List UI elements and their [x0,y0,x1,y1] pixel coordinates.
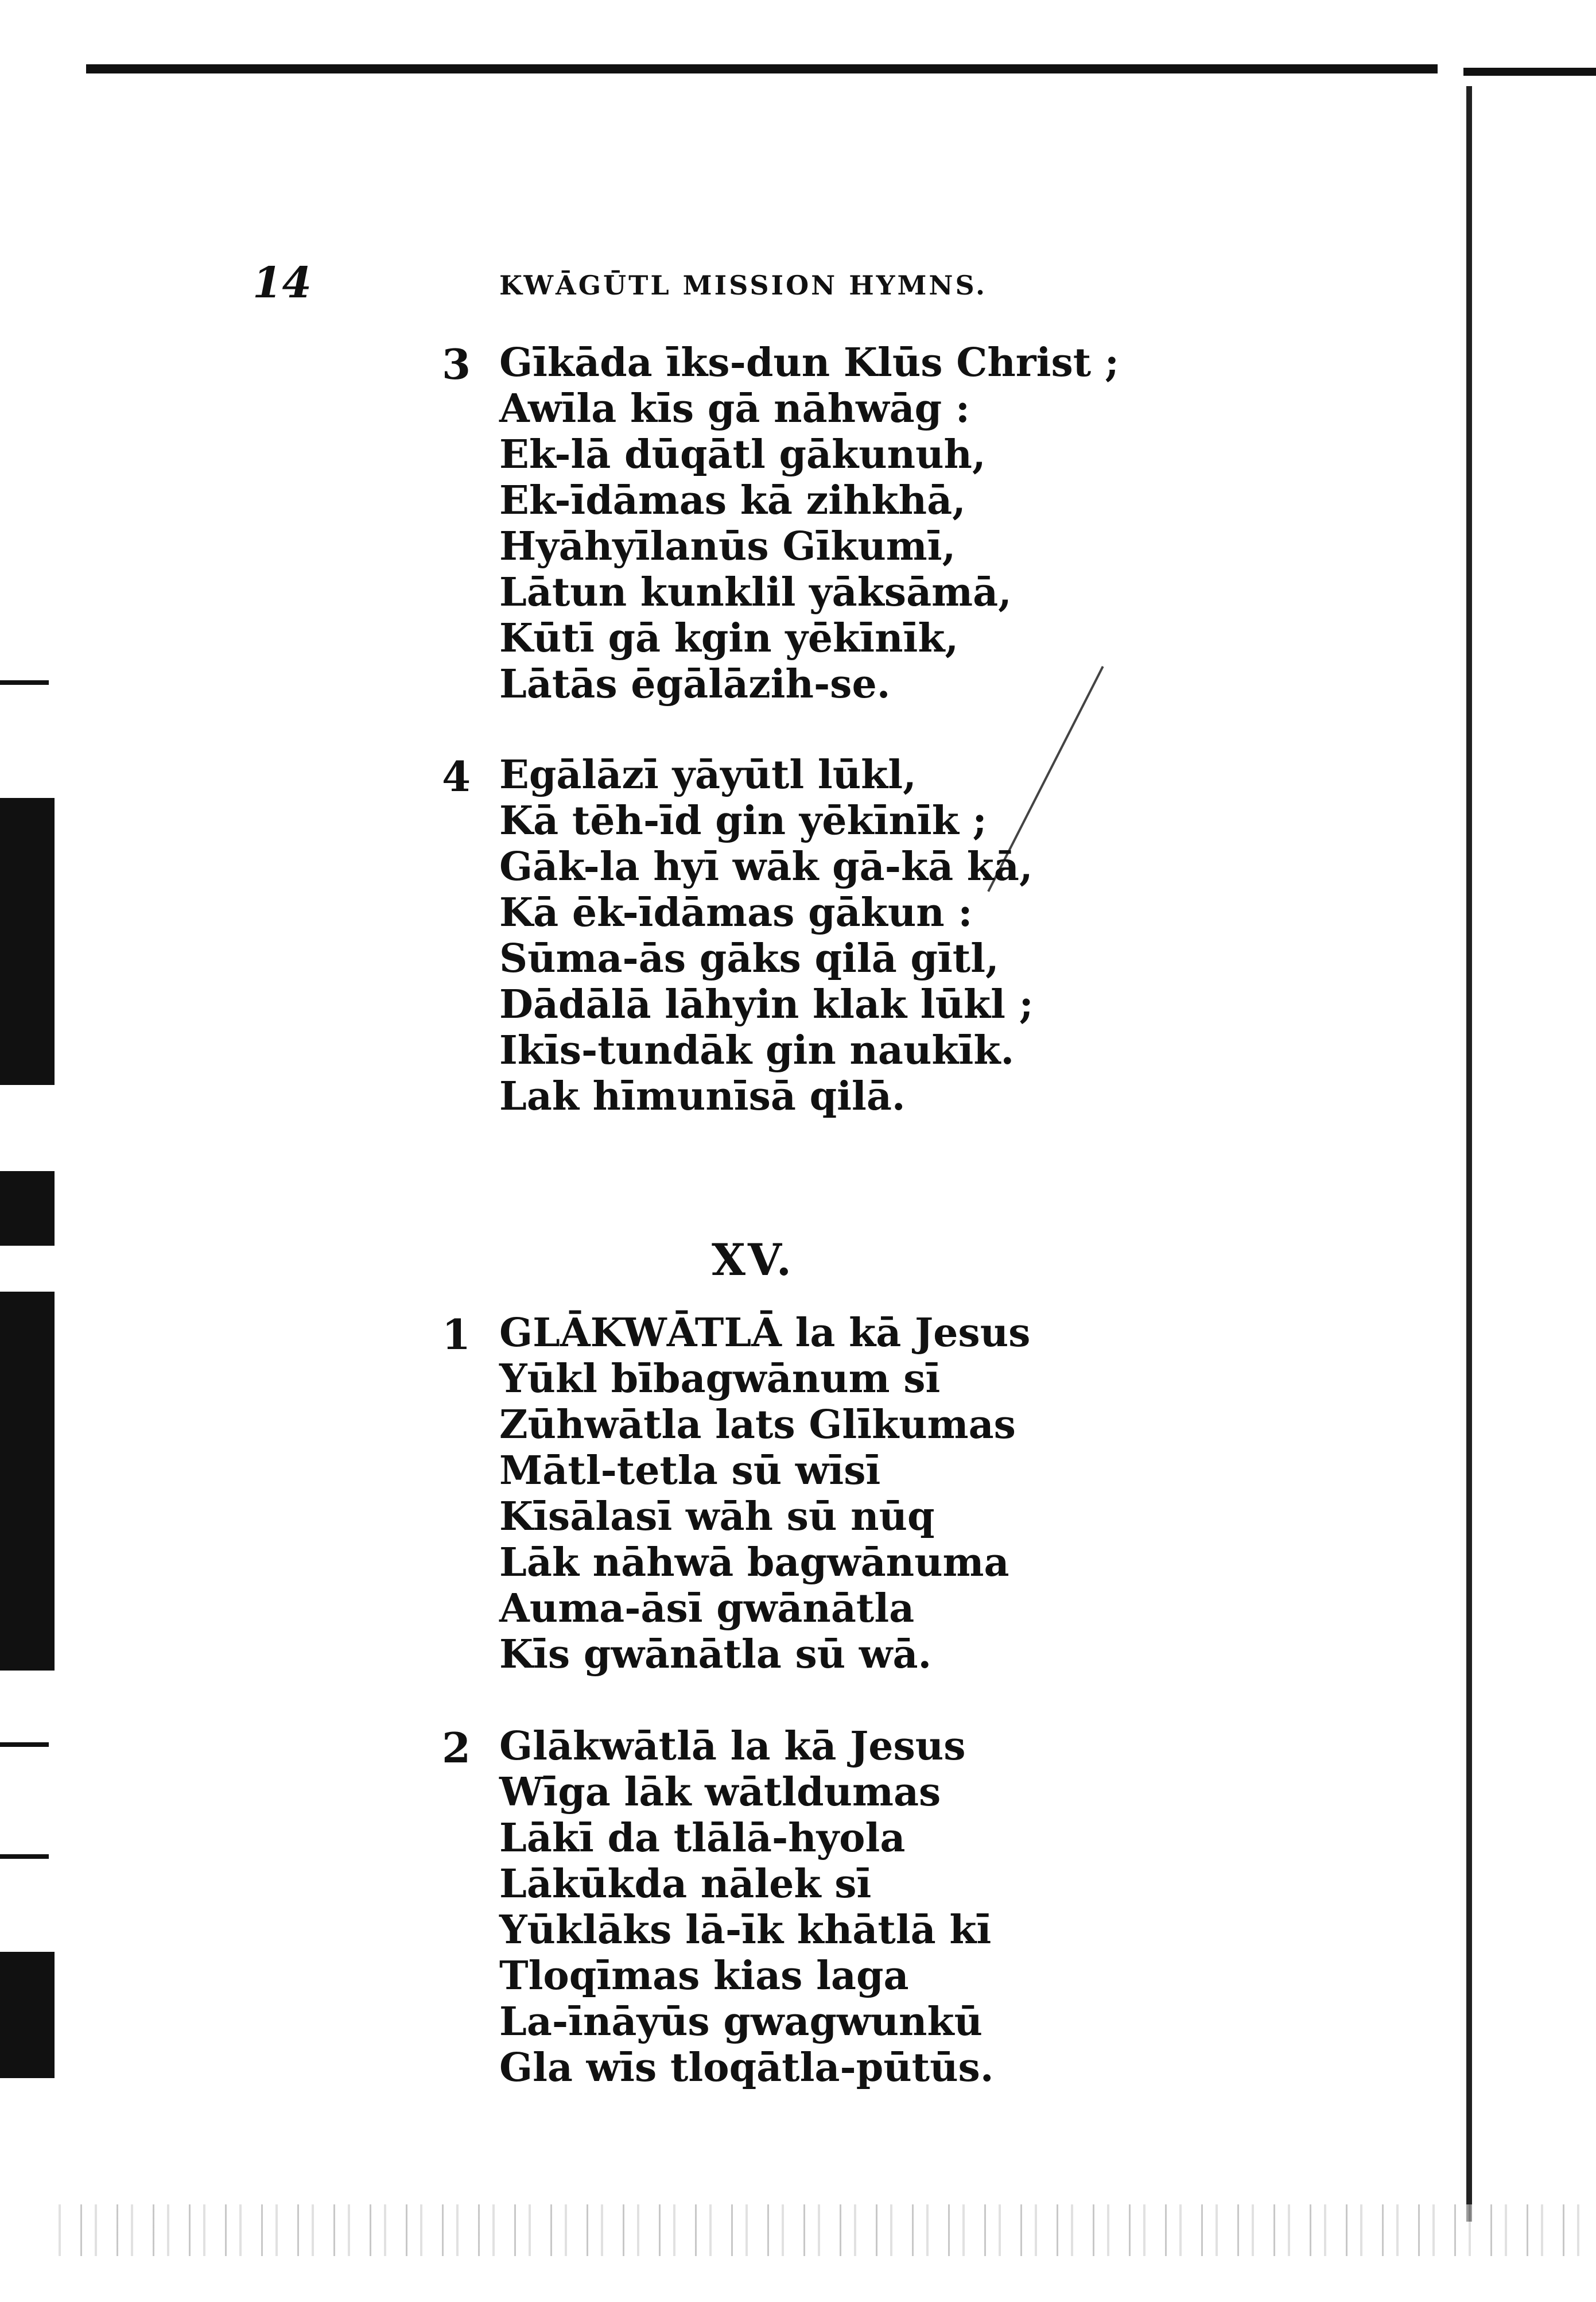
stanza-lines [499,1310,1030,1677]
left-edge-shadow [0,1171,55,1246]
verse-line: Mātl-tetla sū wīsī [499,1448,881,1494]
stanza-lines [499,340,1119,707]
top-border-rule-right [1463,68,1596,76]
running-head: KWĀGŪTL MISSION HYMNS. [499,270,988,301]
verse-line: Ek-īdāmas kā zihkhā, [499,478,966,524]
verse-line: Sūma-ās gāks qilā gītl, [499,936,999,982]
verse-line: Zūhwātla lats Glīkumas [499,1402,1016,1448]
verse-line: Awīla kīs gā nāhwāg : [499,386,970,432]
hymn-number: XV. [712,1234,794,1285]
verse-line: Glākwātlā la kā Jesus [499,1723,966,1769]
stanza-number: 4 [442,752,471,801]
verse-line: Lākūkda nālek sī [499,1861,872,1907]
verse-line: Yūkl bībagwānum sī [499,1356,941,1402]
verse-line: Lākī da tlālā-hyola [499,1815,906,1861]
verse-line: Egālāzī yāyūtl lūkl, [499,752,917,798]
top-border-rule [86,64,1438,73]
verse-line: Kīsālasī wāh sū nūq [499,1494,935,1540]
right-border-line [1466,86,1472,2222]
left-edge-tick [0,1854,49,1859]
left-edge-shadow [0,1292,55,1671]
verse-line: Lātun kunklil yāksāmā, [499,569,1012,615]
verse-line: Wīga lāk wātldumas [499,1769,941,1815]
verse-line: Hyāhyīlanūs Gīkumī, [499,524,956,569]
verse-line: Kūtī gā kgin yēkīnīk, [499,615,959,661]
verse-line: Gla wīs tloqātla-pūtūs. [499,2045,994,2091]
stanza-lines [499,752,1034,1119]
verse-line: Gāk-la hyī wāk gā-kā kā, [499,844,1033,890]
bottom-scan-noise [46,2204,1590,2256]
verse-line: Lak hīmunīsā qilā. [499,1074,906,1119]
page-number: 14 [253,258,312,308]
stanza-number: 3 [442,340,471,389]
verse-line: GLĀKWĀTLĀ la kā Jesus [499,1310,1031,1356]
verse-line: Dādālā lāhyin klak lūkl ; [499,982,1034,1028]
left-edge-shadow [0,798,55,1085]
left-edge-shadow [0,1952,55,2078]
left-edge-tick [0,1742,49,1747]
left-edge-tick [0,680,49,685]
verse-line: Yūklāks lā-īk khātlā kī [499,1907,992,1953]
verse-line: Lātās ēgālāzih-se. [499,661,891,707]
verse-line: Kīs gwānātla sū wā. [499,1631,932,1677]
verse-line: Gīkāda īks-dun Klūs Christ ; [499,340,1119,386]
stanza-number: 2 [442,1723,471,1772]
stanza-lines [499,1723,994,2091]
verse-line: Tloqīmas kias laga [499,1953,909,1999]
verse-line: Kā tēh-īd gin yēkīnīk ; [499,798,987,844]
verse-line: Ek-lā dūqātl gākunuh, [499,432,986,478]
verse-line: Auma-āsī gwānātla [499,1586,915,1631]
stanza-number: 1 [442,1310,471,1359]
verse-line: La-īnāyūs gwagwunkū [499,1999,983,2045]
verse-line: Ikīs-tundāk gin naukīk. [499,1028,1015,1074]
verse-line: Lāk nāhwā bagwānuma [499,1540,1009,1586]
verse-line: Kā ēk-īdāmas gākun : [499,890,973,936]
